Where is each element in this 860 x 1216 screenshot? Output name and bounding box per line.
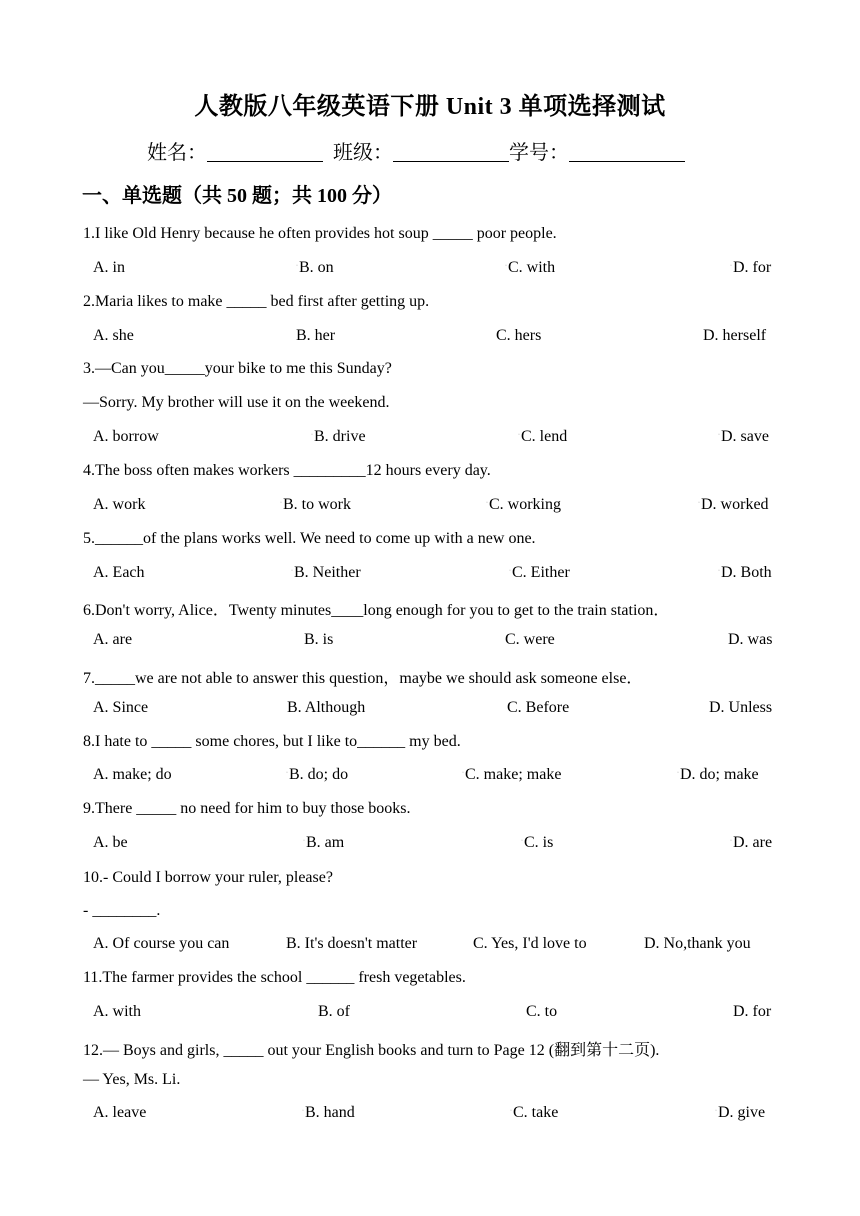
number-blank [569, 141, 685, 162]
student-info-line [147, 136, 685, 165]
answer-option-a [93, 1003, 141, 1021]
answer-option-text: D. save [721, 428, 769, 445]
paragraph-mark-icon: · [505, 263, 507, 269]
paragraph-mark-icon: · [718, 432, 720, 438]
number-label: 学号： [509, 142, 569, 164]
answer-option-a [93, 699, 148, 717]
class-label: 班级： [333, 142, 393, 164]
answer-option-text: C. lend [521, 428, 568, 445]
answer-option-text: B. to work [283, 496, 351, 513]
answer-option-text: C. to [526, 1003, 558, 1020]
answer-option-c [473, 935, 587, 953]
answer-option-text: C. Either [512, 564, 570, 581]
question-stem: 10.- Could I borrow your ruler, please? [83, 869, 333, 886]
answer-option-text: B. on [299, 259, 334, 276]
answer-option-text: C. Yes, I'd love to [473, 935, 587, 952]
answer-option-text: B. do; do [289, 766, 349, 783]
answer-option-c [521, 834, 553, 852]
paragraph-mark-icon: · [311, 432, 313, 438]
question-dialogue-line: - ________. [83, 902, 161, 919]
answer-option-text: D. herself [703, 327, 767, 344]
answer-option-b [287, 699, 365, 717]
answer-option-c [486, 496, 561, 514]
answer-option-text: C. hers [496, 327, 542, 344]
question-stem: 7._____we are not able to answer this question，maybe we should ask someone else． [83, 670, 643, 687]
answer-option-a [93, 496, 145, 514]
answer-option-text: C. take [513, 1104, 559, 1121]
answer-option-b [311, 428, 366, 446]
paragraph-mark-icon: · [677, 770, 679, 776]
answer-option-a [93, 935, 229, 953]
class-blank [393, 141, 509, 162]
question-dialogue-line: — Yes, Ms. Li. [83, 1071, 181, 1088]
answer-option-text: A. in [93, 259, 125, 276]
answer-option-d [644, 935, 751, 953]
answer-option-b [318, 1003, 350, 1021]
answer-option-text: C. Before [507, 699, 570, 716]
question-dialogue-line: —Sorry. My brother will use it on the weekend. [83, 394, 390, 411]
answer-option-b [302, 1104, 355, 1122]
answer-option-text: A. Of course you can [93, 935, 230, 952]
answer-option-d [709, 699, 772, 717]
answer-option-text: D. Unless [709, 699, 773, 716]
paragraph-mark-icon: · [510, 1108, 512, 1114]
answer-option-text: A. with [93, 1003, 141, 1020]
answer-option-b [291, 564, 361, 582]
paragraph-mark-icon: · [280, 500, 282, 506]
answer-option-text: D. Both [721, 564, 772, 581]
paragraph-mark-icon: · [291, 568, 293, 574]
answer-option-c [526, 1003, 557, 1021]
question-stem: 9.There _____ no need for him to buy those books. [83, 800, 411, 817]
answer-option-a [93, 428, 159, 446]
answer-option-b [296, 327, 335, 345]
answer-option-text: C. with [508, 259, 556, 276]
answer-option-d [715, 1104, 765, 1122]
answer-option-text: A. she [93, 327, 134, 344]
answer-option-b [296, 259, 334, 277]
paragraph-mark-icon: · [462, 770, 464, 776]
answer-option-a [93, 834, 128, 852]
paragraph-mark-icon: · [286, 770, 288, 776]
answer-option-d [730, 834, 772, 852]
question-stem: 12.— Boys and girls, _____ out your English books and turn to Page 12 (翻到第十二页). [83, 1042, 660, 1059]
paragraph-mark-icon: · [718, 568, 720, 574]
paragraph-mark-icon: · [302, 1108, 304, 1114]
answer-option-text: C. working [489, 496, 561, 513]
paragraph-mark-icon: · [486, 500, 488, 506]
question-stem: 6.Don't worry, Alice．Twenty minutes____long enough for you to get to the train station． [83, 602, 670, 619]
answer-option-d [703, 327, 766, 345]
answer-option-c [505, 259, 555, 277]
answer-option-text: A. make; do [93, 766, 172, 783]
answer-option-text: B. of [318, 1003, 350, 1020]
paragraph-mark-icon: · [715, 1108, 717, 1114]
answer-option-text: A. Each [93, 564, 145, 581]
answer-option-text: A. are [93, 631, 133, 648]
paragraph-mark-icon: · [730, 263, 732, 269]
question-stem: 4.The boss often makes workers _________12 hours every day. [83, 462, 491, 479]
answer-option-a [93, 564, 145, 582]
answer-option-text: C. make; make [465, 766, 562, 783]
answer-option-c [510, 1104, 558, 1122]
answer-option-a [93, 631, 132, 649]
answer-option-text: D. worked [701, 496, 769, 513]
answer-option-text: B. Neither [294, 564, 361, 581]
answer-option-c [462, 766, 561, 784]
answer-option-b [303, 834, 344, 852]
answer-option-text: B. is [304, 631, 334, 648]
question-stem: 5.______of the plans works well. We need to come up with a new one. [83, 530, 536, 547]
answer-option-text: B. am [306, 834, 345, 851]
answer-option-text: B. drive [314, 428, 366, 445]
question-stem: 11.The farmer provides the school ______ fresh vegetables. [83, 969, 466, 986]
section-heading: 一、单选题（共 50 题；共 100 分） [82, 185, 392, 207]
answer-option-text: B. her [296, 327, 336, 344]
page-title: 人教版八年级英语下册 Unit 3 单项选择测试 [194, 94, 666, 120]
answer-option-a [93, 766, 172, 784]
paragraph-mark-icon: · [521, 838, 523, 844]
answer-option-d [718, 564, 772, 582]
paragraph-mark-icon: · [303, 838, 305, 844]
name-label: 姓名： [147, 142, 207, 164]
answer-option-text: D. for [733, 259, 772, 276]
answer-option-text: A. borrow [93, 428, 159, 445]
answer-option-text: C. is [524, 834, 554, 851]
answer-option-c [505, 631, 555, 649]
question-stem: 8.I hate to _____ some chores, but I like to______ my bed. [83, 733, 461, 750]
answer-option-text: A. Since [93, 699, 149, 716]
answer-option-text: A. be [93, 834, 128, 851]
answer-option-d [728, 631, 772, 649]
question-stem: 1.I like Old Henry because he often provides hot soup _____ poor people. [83, 225, 557, 242]
answer-option-d [718, 428, 769, 446]
answer-option-text: D. are [733, 834, 773, 851]
answer-option-text: B. Although [287, 699, 366, 716]
question-stem: 2.Maria likes to make _____ bed first after getting up. [83, 293, 430, 310]
answer-option-a [93, 1104, 146, 1122]
answer-option-a [93, 327, 134, 345]
answer-option-text: B. It's doesn't matter [286, 935, 418, 952]
answer-option-text: D. for [733, 1003, 772, 1020]
answer-option-d [677, 766, 759, 784]
answer-option-b [286, 935, 417, 953]
answer-option-text: D. was [728, 631, 773, 648]
answer-option-b [286, 766, 348, 784]
answer-option-c [518, 428, 567, 446]
answer-option-c [496, 327, 541, 345]
answer-option-c [509, 564, 570, 582]
paragraph-mark-icon: · [518, 432, 520, 438]
paragraph-mark-icon: · [296, 263, 298, 269]
answer-option-c [507, 699, 569, 717]
answer-option-d [698, 496, 769, 514]
paragraph-mark-icon: · [509, 568, 511, 574]
answer-option-text: A. work [93, 496, 146, 513]
answer-option-text: C. were [505, 631, 555, 648]
answer-option-d [730, 259, 771, 277]
answer-option-d [733, 1003, 771, 1021]
answer-option-text: D. give [718, 1104, 766, 1121]
paragraph-mark-icon: · [698, 500, 700, 506]
answer-option-text: D. No,thank you [644, 935, 751, 952]
name-blank [207, 141, 323, 162]
paragraph-mark-icon: · [730, 838, 732, 844]
answer-option-text: B. hand [305, 1104, 355, 1121]
question-stem: 3.—Can you_____your bike to me this Sunday? [83, 360, 392, 377]
answer-option-text: A. leave [93, 1104, 147, 1121]
answer-option-text: D. do; make [680, 766, 759, 783]
answer-option-a [93, 259, 125, 277]
answer-option-b [280, 496, 351, 514]
answer-option-b [304, 631, 333, 649]
